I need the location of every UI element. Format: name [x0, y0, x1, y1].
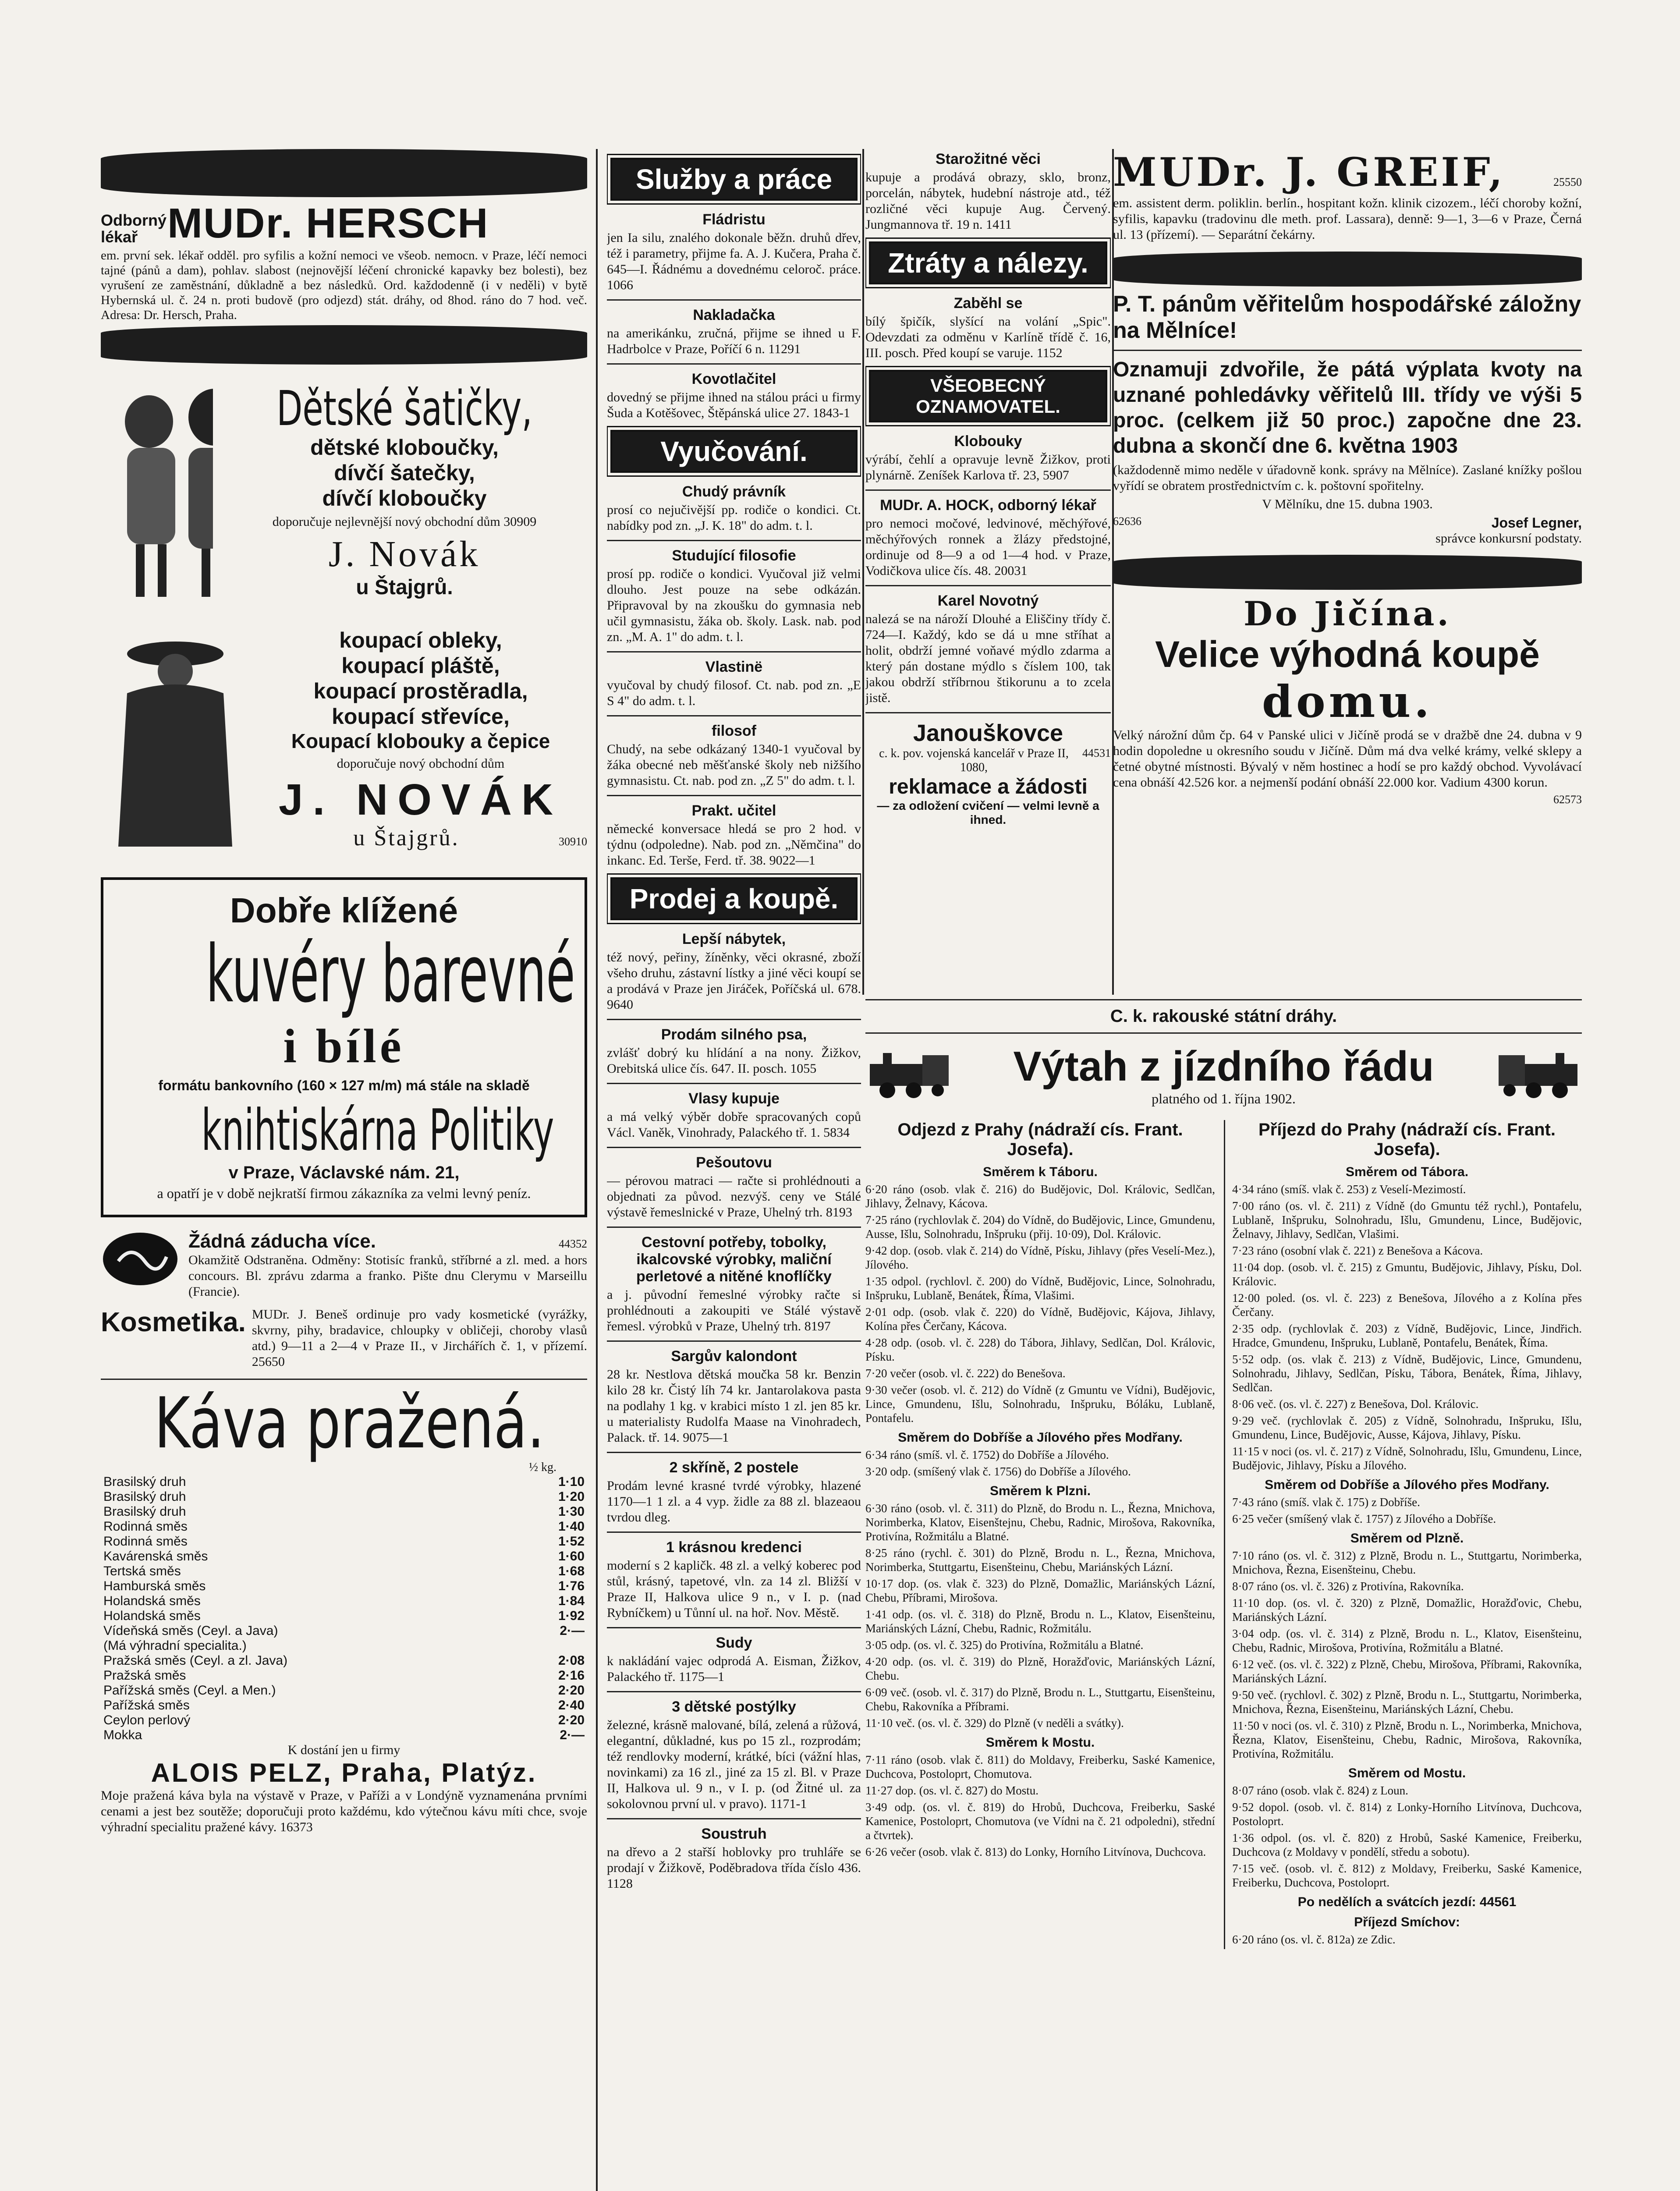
kava-blend: Holandská směs: [103, 1594, 201, 1608]
jicin-text: Velký nárožní dům čp. 64 v Panské ulici v Jičíně prodá se v dražbě dne 24. dubna v 9 hodin dopoledne u okresního soudu v Jičíně. Dům má dva velké krámy, velké sklepy a četné obytné místnosti. Bývalý v něm hostinec a hodí se pro každý obchod. Vyvolávací cena obnáší 42.526 kor. a nejmenší podání obnáší 22.000 kor. Vadium 4300 korun.: [1113, 728, 1582, 790]
kava-price-row: [101, 1698, 587, 1713]
locomotive-right-icon: [1490, 1051, 1582, 1099]
novak-bath-line-5: Koupací klobouky a čepice: [291, 730, 550, 752]
classified-ad: [607, 1459, 861, 1525]
classified-ad-text: na amerikánku, zručná, přijme se ihned u F. Hadrbolce v Praze, Poříčí 6 n. 11291: [607, 326, 861, 356]
children-illustration-icon: [101, 382, 213, 610]
classified-ad-text: prosí co nejučivější pp. rodiče o kondici. Ct. nabídky pod zn. „J. K. 18" do adm. t. l.: [607, 503, 861, 533]
novak-kids-line-3: dívčí kloboučky: [322, 486, 487, 511]
kava-price: 1·10: [558, 1475, 585, 1489]
kava-blend: Rodinná směs: [103, 1519, 188, 1534]
kava-price: 1·30: [558, 1504, 585, 1519]
zaducha-num: 44352: [559, 1237, 587, 1250]
kuvery-l5: knihtiskárna Politiky: [201, 1097, 554, 1163]
novak-kids-line-1: dětské kloboučky,: [310, 435, 499, 460]
kuvery-l7: a opatří je v době nejkratší firmou zákazníka za velmi levný peníz.: [157, 1185, 531, 1201]
kava-price-row: [101, 1624, 587, 1638]
kava-price: [517, 1638, 587, 1653]
timetable-entry: 3·04 odp. (os. vl. č. 314) z Plzně, Brodu n. L., Klatov, Eisenšteinu, Chebu, Radnic, Mirošova, Protivína, Rožmitálu a Blatné.: [1232, 1627, 1582, 1654]
classified-ad: [607, 723, 861, 789]
melnik-signature-role: správce konkursní podstaty.: [1435, 531, 1582, 546]
kava-price-row: [101, 1475, 587, 1489]
kava-blend: Kavárenská směs: [103, 1549, 208, 1563]
timetable-entry: 8·07 ráno (os. vl. č. 326) z Protivína, Rakovníka.: [1232, 1580, 1464, 1593]
classified-ad: [607, 1348, 861, 1446]
kava-blend: Pařížská směs (Ceyl. a Men.): [103, 1683, 276, 1698]
kava-blend: Pražská směs (Ceyl. a zl. Java): [103, 1653, 288, 1668]
kava-price: 1·60: [558, 1549, 585, 1563]
melnik-signature: Josef Legner,: [1491, 515, 1582, 531]
timetable-entry: 6·30 ráno (osob. vl. č. 311) do Plzně, do Brodu n. L., Řezna, Mnichova, Norimberka, Klatov, Eisenštejnu, Chebu, Radnic, Mirošova, Rakovníka, Protivína, Rožmitálu a Blatné.: [865, 1502, 1215, 1543]
jicin-h3: domu.: [1262, 676, 1433, 727]
timetable-title: Výtah z jízdního řádu: [1013, 1043, 1434, 1090]
timetable: [865, 999, 1582, 2191]
classified-ad: [607, 1234, 861, 1334]
classified-ad-title: Prakt. učitel: [691, 802, 776, 819]
timetable-direction: Směrem k Plzni.: [989, 1484, 1091, 1498]
kava-blend: Hamburská směs: [103, 1579, 206, 1593]
classified-ad: [607, 931, 861, 1013]
classified-ad: [607, 1634, 861, 1685]
classified-ad-text: Prodám levné krasné tvrdé výrobky, hlazené 1170—1 1 zl. a 4 vyp. židle za 88 zl. blazeaou tvrdou dleg.: [607, 1478, 861, 1524]
jicin-h2: Velice výhodná koupě: [1155, 634, 1540, 675]
timetable-entry: 7·43 ráno (smíš. vlak č. 175) z Dobříše.: [1232, 1496, 1420, 1509]
classified-ad-title: 3 dětské postýlky: [672, 1698, 796, 1715]
janouskovce-note: — za odložení cvičení — velmi levně a ihned.: [877, 799, 1099, 826]
classified-ad-title: Vlastinë: [705, 659, 763, 675]
classified-ad: [607, 802, 861, 869]
ad-divider: [865, 585, 1111, 586]
kuvery-l6: v Praze, Václavské nám. 21,: [228, 1163, 460, 1182]
kava-price: 1·84: [558, 1594, 585, 1608]
ad-divider: [607, 1340, 861, 1342]
timetable-entry: 1·41 odp. (os. vl. č. 318) do Plzně, Brodu n. L., Klatov, Eisenšteinu, Mariánských Lázní, Chebu, Radnic, Rožmitálu.: [865, 1608, 1215, 1635]
kava-price-row: [101, 1519, 587, 1534]
ad-divider: [607, 1147, 861, 1148]
kava-divider: [101, 1379, 587, 1380]
kava-price-row: [101, 1534, 587, 1549]
timetable-entry: 6·09 več. (osob. vl. č. 317) do Plzně, Brodu n. L., Stuttgartu, Eisenšteinu, Chebu, Rakovníka a Příbrami.: [865, 1686, 1215, 1713]
classified-ad-title: filosof: [712, 723, 756, 739]
kava-blend: Pařížská směs: [103, 1698, 190, 1712]
kava-price: 1·76: [558, 1579, 585, 1593]
ad-divider: [607, 1818, 861, 1819]
zaducha-ad: [101, 1230, 587, 1302]
kava-price-row: [101, 1638, 587, 1653]
hersch-ad: [101, 202, 587, 245]
novak-bath-line-1: koupací obleky,: [339, 628, 502, 652]
timetable-direction: Směrem od Mostu.: [1348, 1766, 1466, 1780]
jicin-num: 62573: [1553, 793, 1582, 806]
classified-ad-title: Lepší nábytek,: [682, 931, 786, 947]
melnik-divider: [1113, 350, 1582, 351]
column-4: [1113, 149, 1582, 1008]
novak-kids-recommend: doporučuje nejlevnější nový obchodní dům 30909: [272, 514, 537, 529]
ad-divider: [607, 795, 861, 796]
locomotive-left-icon: [865, 1051, 957, 1099]
column-rule-2: [862, 149, 864, 995]
timetable-arrivals-heading: Příjezd do Prahy (nádraží cís. Frant. Josefa).: [1258, 1120, 1556, 1159]
section-prodej-heading: Prodej a koupě.: [610, 877, 858, 920]
timetable-entry: 4·28 odp. (osob. vl. č. 228) do Tábora, Jihlavy, Sedlčan, Dol. Královic, Písku.: [865, 1336, 1215, 1363]
timetable-entry: 8·25 ráno (rychl. č. 301) do Plzně, Brodu n. L., Řezna, Mnichova, Norimberka, Stuttgartu, Eisenšteinu, Chebu, Mariánských Lázní.: [865, 1546, 1215, 1574]
classified-ad: [607, 659, 861, 709]
column-2: [607, 149, 861, 2191]
timetable-entry: 7·25 ráno (rychlovlak č. 204) do Vídně, do Budějovic, Lince, Gmundenu, Ausse, Išlu, Solnohradu, Inšpruku (přij. 10·09), Dol. Královic.: [865, 1213, 1215, 1241]
kava-unit: ½ kg.: [529, 1461, 556, 1474]
kava-blend: Pražská směs: [103, 1668, 186, 1683]
timetable-direction: Směrem do Dobříše a Jílového přes Modřany.: [898, 1430, 1183, 1445]
ad-divider: [607, 1627, 861, 1628]
kava-price: 2·20: [558, 1683, 585, 1698]
timetable-entry: 11·10 več. (os. vl. č. 329) do Plzně (v neděli a svátky).: [865, 1716, 1124, 1730]
timetable-entry: 9·50 več. (rychlovl. č. 302) z Plzně, Brodu n. L., Stuttgartu, Norimberka, Mnichova, Řezna, Eisenšteinu, Mariánských Lázní, Chebu.: [1232, 1688, 1582, 1716]
timetable-entry: 11·10 dop. (os. vl. č. 320) z Plzně, Domažlic, Horažďovic, Chebu, Mariánských Lázní.: [1232, 1596, 1582, 1624]
timetable-header: C. k. rakouské státní dráhy.: [1110, 1007, 1337, 1026]
kava-price: 1·20: [558, 1489, 585, 1504]
timetable-entry: 11·27 dop. (os. vl. č. 827) do Mostu.: [865, 1784, 1038, 1797]
classified-ad-text: výrábí, čehlí a opravuje levně Žižkov, proti plynárně. Zeníšek Karlova tř. 23, 5907: [865, 452, 1111, 482]
classified-ad-text: k nakládání vajec odprodá A. Eisman, Žižkov, Palackého tř. 1175—1: [607, 1654, 861, 1684]
timetable-entry: 6·12 več. (os. vl. č. 322) z Plzně, Chebu, Mirošova, Příbrami, Rakovníka, Mariánských Lázní.: [1232, 1658, 1582, 1685]
classified-ad: [865, 592, 1111, 706]
kava-price: 1·40: [558, 1519, 585, 1534]
kuvery-ad: [101, 877, 587, 1217]
novak-bath-line-2: koupací pláště,: [341, 653, 500, 678]
classified-ad: [607, 483, 861, 534]
kava-price-row: [101, 1609, 587, 1624]
kava-blend: Brasilský druh: [103, 1504, 186, 1519]
melnik-date: V Mělníku, dne 15. dubna 1903.: [1262, 497, 1433, 511]
kava-price: 2·20: [558, 1713, 585, 1727]
janouskovce-divider: [865, 712, 1111, 713]
classified-ad-text: pro nemoci močové, ledvinové, měchýřové, měchýřových ronnek a žlázy předstojné, ordinuje od 8—9 a od 1—4 hod. v Praze, Vodičkova ulice čís. 48. 20031: [865, 516, 1111, 578]
classified-ad-title: Cestovní potřeby, tobolky, ikalcovské výrobky, maliční perletové a nitěné knoflíčky: [636, 1234, 832, 1285]
classified-ad-text: německé konversace hledá se pro 2 hod. v týdnu (odpoledne). Nab. pod zn. „Němčina" do inkanc. Ed. Terše, Ferd. tř. 38. 9022—1: [607, 822, 861, 868]
timetable-entry: 7·20 večer (osob. vl. č. 222) do Benešova.: [865, 1367, 1066, 1380]
kosmetika-title: Kosmetika.: [101, 1307, 246, 1337]
classified-ad-title: Fládristu: [702, 211, 766, 228]
kava-blend: Mokka: [103, 1728, 142, 1742]
classified-ad-title: 1 krásnou kredenci: [666, 1539, 802, 1556]
classified-ad-text: vyučoval by chudý filosof. Ct. nab. pod zn. „E S 4" do adm. t. l.: [607, 678, 861, 708]
kava-price: 2·08: [558, 1653, 585, 1668]
kava-price-row: [101, 1594, 587, 1609]
ad-divider: [607, 1691, 861, 1692]
kava-title: Káva pražená.: [154, 1382, 545, 1464]
classified-ad: [607, 211, 861, 293]
classified-ad-title: Sudy: [716, 1634, 752, 1651]
kava-price-row: [101, 1549, 587, 1564]
kava-price: 2·—: [560, 1728, 585, 1742]
column-1: [101, 149, 587, 2191]
ad-divider: [607, 1532, 861, 1533]
classified-ad: [865, 497, 1111, 579]
timetable-departures-heading: Odjezd z Prahy (nádraží cís. Frant. Josefa).: [897, 1120, 1183, 1159]
kava-price: 2·40: [558, 1698, 585, 1712]
novak-kids-name: J. Novák: [328, 534, 481, 574]
classified-ad-text: Chudý, na sebe odkázaný 1340-1 vyučoval by žáka obecné neb měšťanské školy neb nižšího gymnasistu. Ct. nab. pod zn. „Z 5" do adm. t. l.: [607, 742, 861, 788]
arabic-calligraphy-logo-icon: [101, 1230, 180, 1287]
kuvery-l3: i bílé: [283, 1019, 405, 1073]
column-rule-1: [596, 149, 598, 2191]
classified-ad-title: MUDr. A. HOCK, odborný lékař: [880, 497, 1096, 514]
cloaked-figure-icon: [101, 628, 245, 855]
hersch-text: em. první sek. lékař odděl. pro syfilis a kožní nemoci ve všeob. nemocn. v Praze, léčí nemoci tajné (pánů a dam), pohlav. slabost (nejnovější léčení chronické kapavky bez bolesti), bez vyrušení ze zaměstnání, důkladně a bez následků. Ord. každodenně (i v neděli) v bytě Hybernská ul. č. 24 n. proti budově (pro odjezd) stát. dráhy, od 8hod. ráno do 7 hod. več. Adresa: Dr. Hersch, Praha.: [101, 248, 587, 322]
timetable-entry: 2·35 odp. (rychlovlak č. 203) z Vídně, Budějovic, Lince, Jindřich. Hradce, Gmundenu, Inšpruku, Lublaně, Pontafelu, Benátek, Říma.: [1232, 1322, 1582, 1349]
melnik-banner: [1113, 252, 1582, 287]
janouskovce-reklamace: reklamace a žádosti: [889, 775, 1088, 798]
greif-name: MUDr. J. GREIF,: [1113, 149, 1505, 195]
timetable-direction: Směrem od Dobříše a Jílového přes Modřany.: [1265, 1478, 1549, 1492]
section-vyucovani-heading: Vyučování.: [610, 430, 858, 473]
classified-ad-title: Studující filosofie: [672, 547, 796, 564]
timetable-direction: Směrem od Plzně.: [1350, 1531, 1464, 1546]
classified-ad: [607, 1026, 861, 1077]
section-sluzby-heading: Služby a práce: [610, 158, 858, 201]
timetable-entry: 9·30 večer (osob. vl. č. 212) do Vídně (z Gmuntu ve Vídni), Budějovic, Lince, Gmundenu, Išlu, Solnohradu, Inšpruku, Bóláku, Lublaně, Pontafelu.: [865, 1383, 1215, 1425]
section-oznamovatel-heading: VŠEOBECNÝ OZNAMOVATEL.: [869, 370, 1107, 422]
ad-divider: [607, 540, 861, 541]
timetable-entry: 11·50 v noci (os. vl. č. 310) z Plzně, Brodu n. L., Norimberka, Mnichova, Řezna, Klatov, Eisenšteinu, Chebu, Radnic, Mirošova, Rakovníka, Protivína, Rožmitálu.: [1232, 1719, 1582, 1760]
timetable-entry: 7·23 ráno (osobní vlak č. 221) z Benešova a Kácova.: [1232, 1244, 1483, 1257]
jicin-banner: [1113, 555, 1582, 590]
novak-kids-place: u Štajgrů.: [356, 576, 453, 599]
timetable-entry: 11·15 v noci (os. vl. č. 217) z Vídně, Solnohradu, Išlu, Gmundenu, Lince, Budějovic, Jihlavy, Písku a Jílového.: [1232, 1445, 1582, 1472]
kava-price-row: [101, 1653, 587, 1668]
classified-ad-title: Nakladačka: [693, 307, 775, 323]
novak-bath-line-4: koupací střevíce,: [332, 704, 510, 729]
starozitne-title: Starožitné věci: [936, 151, 1041, 167]
kava-blend: Ceylon perlový: [103, 1713, 191, 1727]
hersch-banner-top: [101, 149, 587, 197]
classified-ad: [607, 307, 861, 357]
kava-blend: Tertská směs: [103, 1564, 181, 1578]
kava-ad: [101, 1382, 587, 1835]
melnik-text: (každodenně mimo neděle v úřadovně konk. správy na Mělníce). Zaslané knížky pošlou vyřídí se obratem prostřednictvím c. k. poštovní spořitelny.: [1113, 463, 1582, 493]
timetable-entry: 5·52 odp. (os. vlak č. 213) z Vídně, Budějovic, Lince, Gmundenu, Solnohradu, Jihlavy, Sedlčan, Písku, Tábora, Benátek, Říma, Jihlavy, Sedlčan.: [1232, 1353, 1582, 1394]
greif-text: em. assistent derm. poliklin. berlín., hospitant kožn. klinik cizozem., léčí choroby kožní, syfilis, kapavku (tradovinu dle meth. prof. Lassara), denně: 9—1, 3—6 v Praze, Černá ul. 13 (přízemí). — Separátní čekárny.: [1113, 196, 1582, 242]
hersch-banner-bottom: [101, 325, 587, 365]
kava-price-row: [101, 1579, 587, 1594]
janouskovce-ad: [865, 720, 1111, 827]
starozitne-text: kupuje a prodává obrazy, sklo, bronz, porcelán, nábytek, hudební nástroje atd., též rozličné věci kupuje Aug. Červený. Jungmannova tř. 19 n. 1411: [865, 170, 1111, 232]
classified-ad-text: a j. původní řemeslné výrobky račte si prohlédnouti a zakoupiti ve Stálé výstavě řemesl. výrobků v Praze, Uhelný trh. 8197: [607, 1287, 861, 1333]
novak-kids-line-2: dívčí šatečky,: [334, 461, 475, 485]
classified-ad: [865, 433, 1111, 483]
timetable-direction: Po nedělích a svátcích jezdí: 44561: [1297, 1895, 1517, 1909]
classified-ad-text: moderní s 2 kapličk. 48 zl. a velký koberec pod stůl, krásný, tapetové, vln. za 14 zl. Bližší v Praze II, Halkova ulice 9 n., v I. p. (nad Rybníčkem) u Tůnní ul. na hoř. Nov. Městě.: [607, 1558, 861, 1620]
hersch-name: MUDr. HERSCH: [167, 200, 489, 247]
novak-bath-num: 30910: [559, 835, 587, 848]
kava-price-row: [101, 1668, 587, 1683]
timetable-entry: 8·07 ráno (osob. vlak č. 824) z Loun.: [1232, 1784, 1408, 1797]
kava-price-row: [101, 1489, 587, 1504]
kava-price-row: [101, 1504, 587, 1519]
kuvery-l1: Dobře klížené: [230, 891, 458, 930]
novak-bath-place: u Štajgrů.: [353, 826, 460, 851]
zaducha-title: Žádná záducha více.: [188, 1230, 376, 1252]
timetable-entry: 3·49 odp. (os. vl. č. 819) do Hrobů, Duchcova, Freiberku, Saské Kamenice, Postoloprt, Chomutova (ve Vídni na č. 21 odpoledni), střední a čtvrtek).: [865, 1801, 1215, 1842]
kava-blend: Vídeňská směs (Ceyl. a Java): [103, 1624, 278, 1638]
timetable-entry: 10·17 dop. (os. vlak č. 323) do Plzně, Domažlic, Mariánských Lázní, Chebu, Příbrami, Mirošova.: [865, 1577, 1215, 1604]
kava-price-row: [101, 1713, 587, 1728]
kava-blend: (Má výhradní specialita.): [103, 1638, 247, 1653]
timetable-entry: 1·35 odpol. (rychlovl. č. 200) do Vídně, Budějovic, Lince, Solnohradu, Inšpruku, Lublaně, Benátek, Říma, Vlašimi.: [865, 1275, 1215, 1302]
kava-price: 1·92: [558, 1609, 585, 1623]
classified-ad: [607, 1698, 861, 1812]
classified-ad: [607, 371, 861, 421]
timetable-entry: 9·42 dop. (osob. vlak č. 214) do Vídně, Písku, Jihlavy (přes Veselí-Mez.), Jílového.: [865, 1244, 1215, 1271]
kuvery-l4: formátu bankovního (160 × 127 m/m) má stále na skladě: [158, 1078, 530, 1093]
kava-price: 2·—: [560, 1624, 585, 1638]
ad-divider: [607, 1452, 861, 1453]
classified-ad: [607, 547, 861, 645]
classified-ad-title: Karel Novotný: [937, 592, 1039, 609]
classified-ad-text: a má velký výběr dobře spracovaných copů Václ. Vaněk, Vinohrady, Palackého tř. 1. 5834: [607, 1110, 861, 1140]
classified-ad-title: 2 skříně, 2 postele: [669, 1459, 799, 1476]
kava-blend: Brasilský druh: [103, 1475, 186, 1489]
jicin-h1: Do Jičína.: [1244, 594, 1451, 633]
timetable-entry: 6·26 večer (osob. vlak č. 813) do Lonky, Horního Litvínova, Duchcova.: [865, 1845, 1206, 1858]
kuvery-l2: kuvéry barevné: [206, 929, 575, 1020]
kava-blend: Brasilský druh: [103, 1489, 186, 1504]
classified-ad-title: Chudý právník: [682, 483, 786, 500]
timetable-entry: 7·15 več. (osob. vl. č. 812) z Moldavy, Freiberku, Saské Kamenice, Freiberku, Duchcova, Postoloprt.: [1232, 1862, 1582, 1889]
novak-kids-ad: [101, 382, 587, 610]
timetable-entry: 12·00 poled. (os. vl. č. 223) z Benešova, Jílového a z Kolína přes Čerčany.: [1232, 1291, 1582, 1319]
timetable-direction: Příjezd Smíchov:: [1354, 1915, 1460, 1929]
timetable-entry: 7·11 ráno (osob. vlak č. 811) do Moldavy, Freiberku, Saské Kamenice, Duchcova, Postoloprt, Chomutova.: [865, 1753, 1215, 1780]
timetable-entry: 6·25 večer (smíšený vlak č. 1757) z Jílového a Dobříše.: [1232, 1512, 1496, 1525]
classified-ad-text: — pérovou matraci — račte si prohlédnouti a objednati za původ. nezvýš. ceny ve Stálé výstavě řemeslnické v Praze, Uhelný trh. 8193: [607, 1173, 861, 1220]
timetable-direction: Směrem k Mostu.: [985, 1735, 1095, 1750]
novak-kids-title: Dětské šatičky,: [276, 380, 532, 436]
column-3: [865, 149, 1111, 995]
classified-ad-title: Prodám silného psa,: [661, 1026, 807, 1043]
timetable-entry: 1·36 odpol. (os. vl. č. 820) z Hrobů, Saské Kamenice, Freiberku, Duchcova (z Moldavy v pondělí, středu a sobotu).: [1232, 1831, 1582, 1858]
classified-ad-text: dovedný se přijme ihned na stálou práci u firmy Šuda a Kotěšovec, Štěpánská ulice 27. 1843-1: [607, 390, 861, 420]
classified-ad-text: na dřevo a 2 stařší hoblovky pro truhláře se prodají v Žižkově, Poděbradova třída číslo 436. 1128: [607, 1845, 861, 1891]
timetable-entry: 3·20 odp. (smíšený vlak č. 1756) do Dobříše a Jílového.: [865, 1465, 1131, 1478]
classified-ad-text: prosí pp. rodiče o kondici. Vyučoval již velmi dlouho. Jest pouze na sebe odkázán. Připravoval by na zkoušku do gymnasia neb učil gymnasistu, žáka ob. školy. Lask. nab. pod zn. „M. A. 1" do adm. t. l.: [607, 567, 861, 644]
melnik-heading: P. T. pánům věřitelům hospodářské záložny na Mělníce!: [1113, 291, 1581, 343]
ad-divider: [607, 1019, 861, 1020]
kava-price-row: [101, 1564, 587, 1579]
kava-blend: Rodinná směs: [103, 1534, 188, 1549]
timetable-subtitle: platného od 1. října 1902.: [1152, 1091, 1296, 1106]
timetable-entry: 9·29 več. (rychlovlak č. 205) z Vídně, Solnohradu, Inšpruku, Išlu, Gmundenu, Lince, Budějovic, Ausse, Kájova, Jihlavy, Písku.: [1232, 1414, 1582, 1441]
timetable-entry: 6·20 ráno (osob. vlak č. 216) do Budějovic, Dol. Královic, Sedlčan, Jihlavy, Želnavy, Kácova.: [865, 1183, 1215, 1210]
kava-price-row: [101, 1683, 587, 1698]
classified-ad-title: Sargův kalondont: [671, 1348, 797, 1365]
ad-divider: [607, 363, 861, 365]
novak-bath-recommend: doporučuje nový obchodní dům: [337, 756, 505, 771]
classified-ad-text: 28 kr. Nestlova dětská moučka 58 kr. Benzin kilo 28 kr. Čistý líh 74 kr. Jantarolakova pasta na podlahy 1 kg. v krabici místo 1 zl. jen 85 kr. u materialisty Rudolfa Maase na Vinohradech, Palack. tř. 14. 9075—1: [607, 1367, 861, 1445]
classified-ad-title: Soustruh: [701, 1826, 767, 1842]
novak-bath-name: J. NOVÁK: [278, 775, 563, 824]
classified-ad-title: Vlasy kupuje: [688, 1090, 780, 1107]
classified-ad-text: zvlášť dobrý ku hlídání a na nony. Žižkov, Orebitská ulice čís. 647. II. posch. 1055: [607, 1046, 861, 1076]
ad-divider: [607, 299, 861, 301]
melnik-num: 62636: [1113, 515, 1141, 528]
ad-divider: [607, 1083, 861, 1084]
timetable-entry: 4·34 ráno (smíš. vlak č. 253) z Veselí-Mezimostí.: [1232, 1183, 1466, 1196]
kava-firm: ALOIS PELZ, Praha, Platýz.: [151, 1758, 537, 1787]
ad-divider: [865, 489, 1111, 491]
classified-ad-title: Klobouky: [954, 433, 1022, 450]
timetable-entry: 6·34 ráno (smíš. vl. č. 1752) do Dobříše a Jílového.: [865, 1448, 1109, 1461]
classified-ad-text: jen Ia silu, znalého dokonale běžn. druhů dřev, též i parametry, přijme fa. A. J. Kučera, Praha č. 645—I. Řádnému a dovednému celoroč. práce. 1066: [607, 230, 861, 292]
classified-ad: [607, 1154, 861, 1220]
kava-note: K dostání jen u firmy: [287, 1743, 401, 1757]
classified-ad-title: Kovotlačitel: [691, 371, 776, 387]
hersch-label: Odborný lékař: [101, 211, 167, 246]
kava-price-table: [101, 1475, 587, 1743]
timetable-top-rule: [865, 999, 1582, 1000]
classified-ad-text: též nový, peřiny, žíněnky, věci okrasné, zboží všeho druhu, zástavní lístky a jiné věci koupí se a prodává v Praze jen Jiráček, Poříčská ul. 678. 9640: [607, 950, 861, 1012]
novak-bath-line-3: koupací prostěradla,: [313, 679, 528, 703]
section-ztraty-heading: Ztráty a nálezy.: [869, 241, 1107, 284]
ad-divider: [607, 1227, 861, 1228]
timetable-entry: 11·04 dop. (osob. vl. č. 215) z Gmuntu, Budějovic, Jihlavy, Písku, Dol. Královic.: [1232, 1261, 1582, 1288]
janouskovce-name: Janouškovce: [913, 720, 1063, 746]
timetable-entry: 4·20 odp. (os. vl. č. 319) do Plzně, Horažďovic, Mariánských Lázní, Chebu.: [865, 1655, 1215, 1682]
kava-price: 2·16: [558, 1668, 585, 1683]
classified-ad: [607, 1826, 861, 1892]
timetable-entry: 9·52 dopol. (osob. vl. č. 814) z Lonky-Horního Litvínova, Duchcova, Postoloprt.: [1232, 1801, 1582, 1828]
classified-ad: [607, 1539, 861, 1621]
timetable-entry: 2·01 odp. (osob. vlak č. 220) do Vídně, Budějovic, Kájova, Jihlavy, Kolína přes Čerčany, Kácova.: [865, 1305, 1215, 1333]
timetable-header-rule: [865, 1032, 1582, 1034]
kava-price-row: [101, 1728, 587, 1743]
ad-divider: [607, 651, 861, 652]
timetable-direction: Směrem od Tábora.: [1345, 1165, 1469, 1179]
timetable-entry: 7·10 ráno (os. vl. č. 312) z Plzně, Brodu n. L., Stuttgartu, Norimberka, Mnichova, Řezna, Eisenšteinu, Chebu.: [1232, 1549, 1582, 1576]
classified-ad-title: Pešoutovu: [696, 1154, 772, 1171]
kava-price: 1·52: [558, 1534, 585, 1549]
timetable-entry: 7·00 ráno (os. vl. č. 211) z Vídně (do Gmuntu též rychl.), Pontafelu, Lublaně, Inšpruku, Solnohradu, Išlu, Gmundenu, Lince, Budějovic, Želnavy, Jihlavy, Sedlčan, Vlašimi.: [1232, 1199, 1582, 1241]
classified-ad-text: železné, krásně malované, bílá, zelená a růžová, elegantní, důkladné, kus po 15 zl., rozprodám; též rendlovky moderní, krátké, bíci (vážní hlas, novinkami) za 16 zl., jiné za 15 zl. Bl. v Praze II, Halkova ul. 9 n., v I. p. (od Žitné ul. za sokolovnou první ul. v pravo). 1171-1: [607, 1718, 861, 1811]
classified-ad: [607, 1090, 861, 1141]
zaducha-text: Okamžitě Odstraněna. Odměny: Stotisíc franků, stříbrné a zl. med. a hors concours. Bl. zprávu zdarma a franko. Pište dnu Clerymu v Marseillu (Francie).: [188, 1253, 587, 1299]
greif-num: 25550: [1553, 176, 1582, 188]
novak-bath-ad: [101, 628, 587, 855]
timetable-entry: 8·06 več. (os. vl. č. 227) z Benešova, Dol. Královic.: [1232, 1397, 1479, 1411]
melnik-body: Oznamuji zdvořile, že pátá výplata kvoty na uznané pohledávky věřitelů III. třídy ve výši 5 proc. (celkem již 50 proc.) započne dne 23. dubna a skončí dne 6. května 1903: [1113, 358, 1582, 457]
kosmetika-text: MUDr. J. Beneš ordinuje pro vady kosmetické (vyrážky, skvrny, pihy, bradavice, chloupky v obličeji, choroby vlasů atd.) 9—11 a 2—4 v Praze II., v Jirchářích č. 1, v přízemí. 25650: [252, 1307, 587, 1369]
kava-blend: Holandská směs: [103, 1609, 201, 1623]
kava-text: Moje pražená káva byla na výstavě v Praze, v Paříži a v Londýně vyznamenána prvními cenami a jest bez soutěže; doporučuji proto každému, kdo výtečnou kávu míti chce, svoje výhradní specialitu pražené kávy. 16373: [101, 1788, 587, 1834]
classified-ad-text: nalezá se na nároží Dlouhé a Eliščiny třídy č. 724—I. Každý, kdo se dá u mne stříhat a holit, obdrží jemné voňavé mýdlo zdarma a který pán dostane mýdlo s číslem 100, tak jakou obdrží stříbrnou štikorunu a to zcela jistě.: [865, 612, 1111, 705]
zabehl-text: bílý špičík, slyšící na volání „Spic". Odevzdati za odměnu v Karlíně třídě č. 16, III. posch. Před koupí se varuje. 1152: [865, 314, 1111, 360]
ad-divider: [607, 715, 861, 716]
timetable-direction: Směrem k Táboru.: [983, 1165, 1098, 1179]
timetable-entry: 6·20 ráno (os. vl. č. 812a) ze Zdic.: [1232, 1933, 1396, 1946]
janouskovce-sub: c. k. pov. vojenská kancelář v Praze II, 1080,: [879, 747, 1069, 774]
janouskovce-num: 44531: [1082, 747, 1111, 759]
timetable-entry: 3·05 odp. (os. vl. č. 325) do Protivína, Rožmitálu a Blatné.: [865, 1638, 1144, 1652]
kosmetika-ad: [101, 1307, 587, 1372]
kava-price: 1·68: [558, 1564, 585, 1578]
zabehl-title: Zaběhl se: [953, 295, 1023, 312]
